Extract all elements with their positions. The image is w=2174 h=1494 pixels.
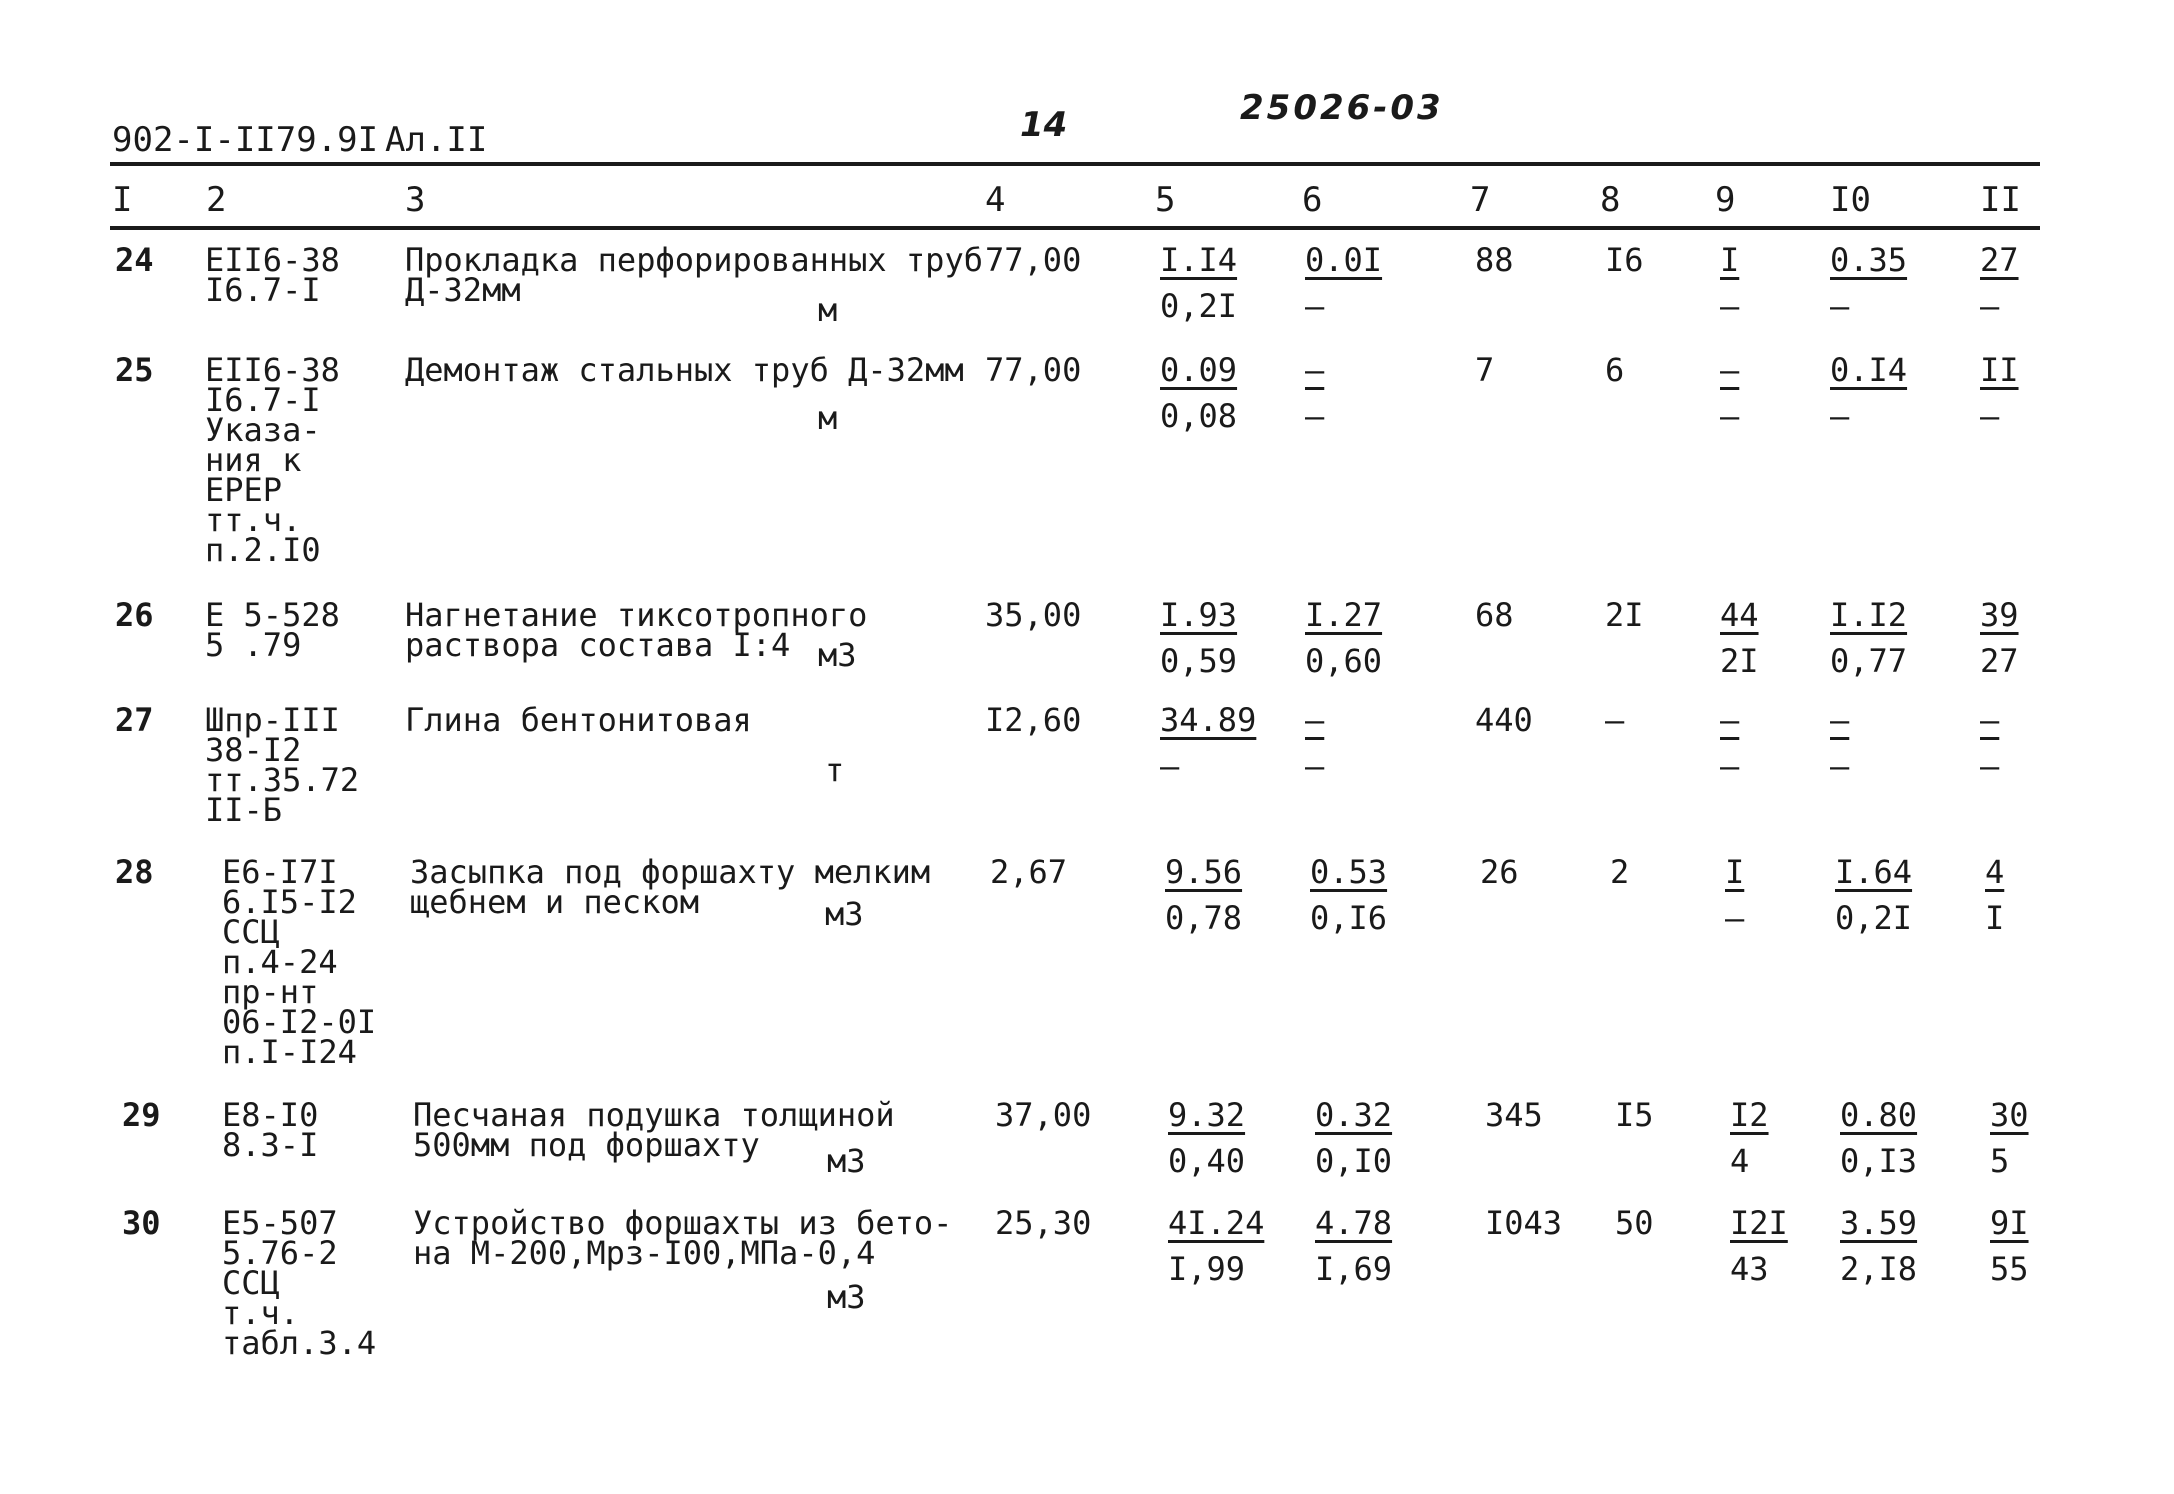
row-number: 27 (115, 701, 154, 739)
rate-code: EII6-38 I6.7-I Указа- ния к ЕРЕР тт.ч. п.2.I0 (205, 351, 340, 569)
col11-bottom: – (1980, 287, 2000, 325)
col9-value (1720, 351, 1740, 435)
work-description: Засыпка под форшахту мелким щебнем и песком (410, 853, 931, 921)
unit: м (818, 291, 838, 329)
col-5: 5 (1155, 180, 1176, 220)
table-top-rule (110, 162, 2040, 166)
col9-bottom: – (1720, 397, 1740, 435)
col10-value (1830, 241, 1908, 325)
unit: м3 (827, 1142, 866, 1180)
col10-top: – (1830, 701, 1850, 739)
col6-top: I.27 (1305, 596, 1383, 634)
row-number: 30 (122, 1204, 161, 1242)
row-number: 24 (115, 241, 154, 279)
col8-value: I5 (1615, 1096, 1654, 1134)
col6-bottom: – (1305, 747, 1325, 785)
col8-value: 50 (1615, 1204, 1654, 1242)
col8-value: – (1605, 701, 1625, 739)
col6-bottom: 0,I0 (1315, 1142, 1393, 1180)
col-11: II (1980, 180, 2021, 220)
row-number: 25 (115, 351, 154, 389)
col6-top: – (1305, 701, 1325, 739)
col11-bottom: I (1985, 899, 2005, 937)
row-number: 29 (122, 1096, 161, 1134)
col-7: 7 (1470, 180, 1491, 220)
col9-bottom: 2I (1720, 642, 1759, 680)
col-1: I (112, 180, 133, 220)
col6-top: 4.78 (1315, 1204, 1393, 1242)
quantity: 37,00 (995, 1096, 1092, 1134)
col11-top: 4 (1985, 853, 2005, 891)
col6-value (1315, 1096, 1393, 1180)
col10-top: 0.80 (1840, 1096, 1918, 1134)
col5-top: 4I.24 (1168, 1204, 1265, 1242)
col9-value (1720, 701, 1740, 785)
document-code: 902-I-II79.9I (112, 120, 379, 160)
col9-bottom: – (1720, 747, 1740, 785)
col6-bottom: – (1305, 397, 1325, 435)
col8-value: 2 (1610, 853, 1630, 891)
col10-value (1830, 596, 1908, 680)
col-8: 8 (1600, 180, 1621, 220)
col5-bottom: I,99 (1168, 1250, 1246, 1288)
col7-value: 7 (1475, 351, 1495, 389)
unit: м3 (818, 636, 857, 674)
col7-value: 440 (1475, 701, 1533, 739)
col5-value (1160, 351, 1238, 435)
col5-bottom: 0,08 (1160, 397, 1238, 435)
rate-code: Е 5-528 5 .79 (205, 596, 340, 664)
col11-value (1980, 351, 2019, 435)
col10-top: 3.59 (1840, 1204, 1918, 1242)
work-description: Устройство форшахты из бето- на М-200,Мрз-I00,МПа-0,4 (413, 1204, 953, 1272)
col5-value (1160, 596, 1238, 680)
unit: м3 (825, 895, 864, 933)
unit: м3 (827, 1278, 866, 1316)
col5-bottom: 0,78 (1165, 899, 1243, 937)
col8-value: 2I (1605, 596, 1644, 634)
col6-value (1310, 853, 1388, 937)
col11-bottom: 55 (1990, 1250, 2029, 1288)
row-number: 26 (115, 596, 154, 634)
col10-bottom: 0,77 (1830, 642, 1908, 680)
quantity: 35,00 (985, 596, 1082, 634)
col11-bottom: 27 (1980, 642, 2019, 680)
col5-value (1168, 1204, 1265, 1288)
col9-bottom: 43 (1730, 1250, 1769, 1288)
col5-bottom: 0,2I (1160, 287, 1238, 325)
col6-top: 0.0I (1305, 241, 1383, 279)
col5-top: I.93 (1160, 596, 1238, 634)
col7-value: 68 (1475, 596, 1514, 634)
col5-top: 9.32 (1168, 1096, 1246, 1134)
rate-code: EII6-38 I6.7-I (205, 241, 340, 309)
col9-top: – (1720, 351, 1740, 389)
col5-bottom: 0,40 (1168, 1142, 1246, 1180)
col6-bottom: 0,60 (1305, 642, 1383, 680)
col10-top: 0.I4 (1830, 351, 1908, 389)
col6-value (1315, 1204, 1393, 1288)
col-4: 4 (985, 180, 1006, 220)
col5-bottom: – (1160, 747, 1180, 785)
work-description: Глина бентонитовая (405, 701, 752, 739)
col10-bottom: – (1830, 397, 1850, 435)
work-description: Песчаная подушка толщиной 500мм под форшахту (413, 1096, 895, 1164)
col9-bottom: – (1720, 287, 1740, 325)
col6-bottom: I,69 (1315, 1250, 1393, 1288)
quantity: 77,00 (985, 351, 1082, 389)
col10-top: 0.35 (1830, 241, 1908, 279)
col11-value (1980, 241, 2019, 325)
col10-bottom: 0,I3 (1840, 1142, 1918, 1180)
col9-top: – (1720, 701, 1740, 739)
col9-top: I (1720, 241, 1740, 279)
col6-top: 0.32 (1315, 1096, 1393, 1134)
col-9: 9 (1715, 180, 1736, 220)
col9-value (1730, 1204, 1788, 1288)
col5-bottom: 0,59 (1160, 642, 1238, 680)
col6-value (1305, 241, 1383, 325)
col10-bottom: 2,I8 (1840, 1250, 1918, 1288)
col-2: 2 (206, 180, 227, 220)
col11-value (1985, 853, 2005, 937)
col11-top: – (1980, 701, 2000, 739)
col7-value: I043 (1485, 1204, 1563, 1242)
col11-value (1980, 596, 2019, 680)
col5-top: I.I4 (1160, 241, 1238, 279)
col7-value: 26 (1480, 853, 1519, 891)
col6-value (1305, 351, 1325, 435)
col8-value: I6 (1605, 241, 1644, 279)
col10-value (1830, 351, 1908, 435)
col6-value (1305, 596, 1383, 680)
col11-top: II (1980, 351, 2019, 389)
col11-bottom: – (1980, 747, 2000, 785)
col6-bottom: – (1305, 287, 1325, 325)
rate-code: Е8-I0 8.3-I (222, 1096, 319, 1164)
col10-value (1830, 701, 1850, 785)
col10-bottom: 0,2I (1835, 899, 1913, 937)
col5-top: 0.09 (1160, 351, 1238, 389)
col9-value (1720, 241, 1740, 325)
col11-top: 30 (1990, 1096, 2029, 1134)
col5-value (1160, 241, 1238, 325)
row-number: 28 (115, 853, 154, 891)
col9-top: 44 (1720, 596, 1759, 634)
document-number: 25026-03 (1240, 88, 1444, 128)
col6-top: – (1305, 351, 1325, 389)
col11-top: 9I (1990, 1204, 2029, 1242)
col10-value (1835, 853, 1913, 937)
col6-bottom: 0,I6 (1310, 899, 1388, 937)
work-description: Прокладка перфорированных труб Д-32мм (405, 241, 983, 309)
col8-value: 6 (1605, 351, 1625, 389)
col-10: I0 (1830, 180, 1871, 220)
col9-value (1730, 1096, 1769, 1180)
col11-value (1990, 1204, 2029, 1288)
header-bottom-rule (110, 226, 2040, 230)
col11-bottom: – (1980, 397, 2000, 435)
page-number: 14 (1020, 105, 1068, 145)
col10-bottom: – (1830, 747, 1850, 785)
col10-top: I.64 (1835, 853, 1913, 891)
rate-code: Шпр-III 38-I2 тт.35.72 II-Б (205, 701, 360, 829)
col9-value (1720, 596, 1759, 680)
work-description: Нагнетание тиксотропного раствора состава I:4 (405, 596, 868, 664)
col10-value (1840, 1204, 1918, 1288)
col5-value (1160, 701, 1257, 785)
col11-bottom: 5 (1990, 1142, 2010, 1180)
col-6: 6 (1302, 180, 1323, 220)
rate-code: Е6-I7I 6.I5-I2 ССЦ п.4-24 пр-нт 06-I2-0I п.I-I24 (222, 853, 377, 1071)
col5-top: 9.56 (1165, 853, 1243, 891)
quantity: 2,67 (990, 853, 1068, 891)
rate-code: Е5-507 5.76-2 ССЦ т.ч. табл.3.4 (222, 1204, 377, 1362)
col9-value (1725, 853, 1745, 937)
col11-value (1980, 701, 2000, 785)
col6-value (1305, 701, 1325, 785)
quantity: 25,30 (995, 1204, 1092, 1242)
unit: м (818, 399, 838, 437)
col10-value (1840, 1096, 1918, 1180)
unit: т (825, 751, 845, 789)
col6-top: 0.53 (1310, 853, 1388, 891)
col7-value: 88 (1475, 241, 1514, 279)
col10-bottom: – (1830, 287, 1850, 325)
work-description: Демонтаж стальных труб Д-32мм (405, 351, 964, 389)
col10-top: I.I2 (1830, 596, 1908, 634)
col5-value (1168, 1096, 1246, 1180)
sheet-label: Ал.II (385, 120, 488, 160)
col11-top: 27 (1980, 241, 2019, 279)
col9-top: I2 (1730, 1096, 1769, 1134)
quantity: I2,60 (985, 701, 1082, 739)
col5-value (1165, 853, 1243, 937)
col9-bottom: 4 (1730, 1142, 1750, 1180)
col9-top: I (1725, 853, 1745, 891)
col5-top: 34.89 (1160, 701, 1257, 739)
col11-top: 39 (1980, 596, 2019, 634)
col9-bottom: – (1725, 899, 1745, 937)
quantity: 77,00 (985, 241, 1082, 279)
col11-value (1990, 1096, 2029, 1180)
col9-top: I2I (1730, 1204, 1788, 1242)
col-3: 3 (405, 180, 426, 220)
col7-value: 345 (1485, 1096, 1543, 1134)
